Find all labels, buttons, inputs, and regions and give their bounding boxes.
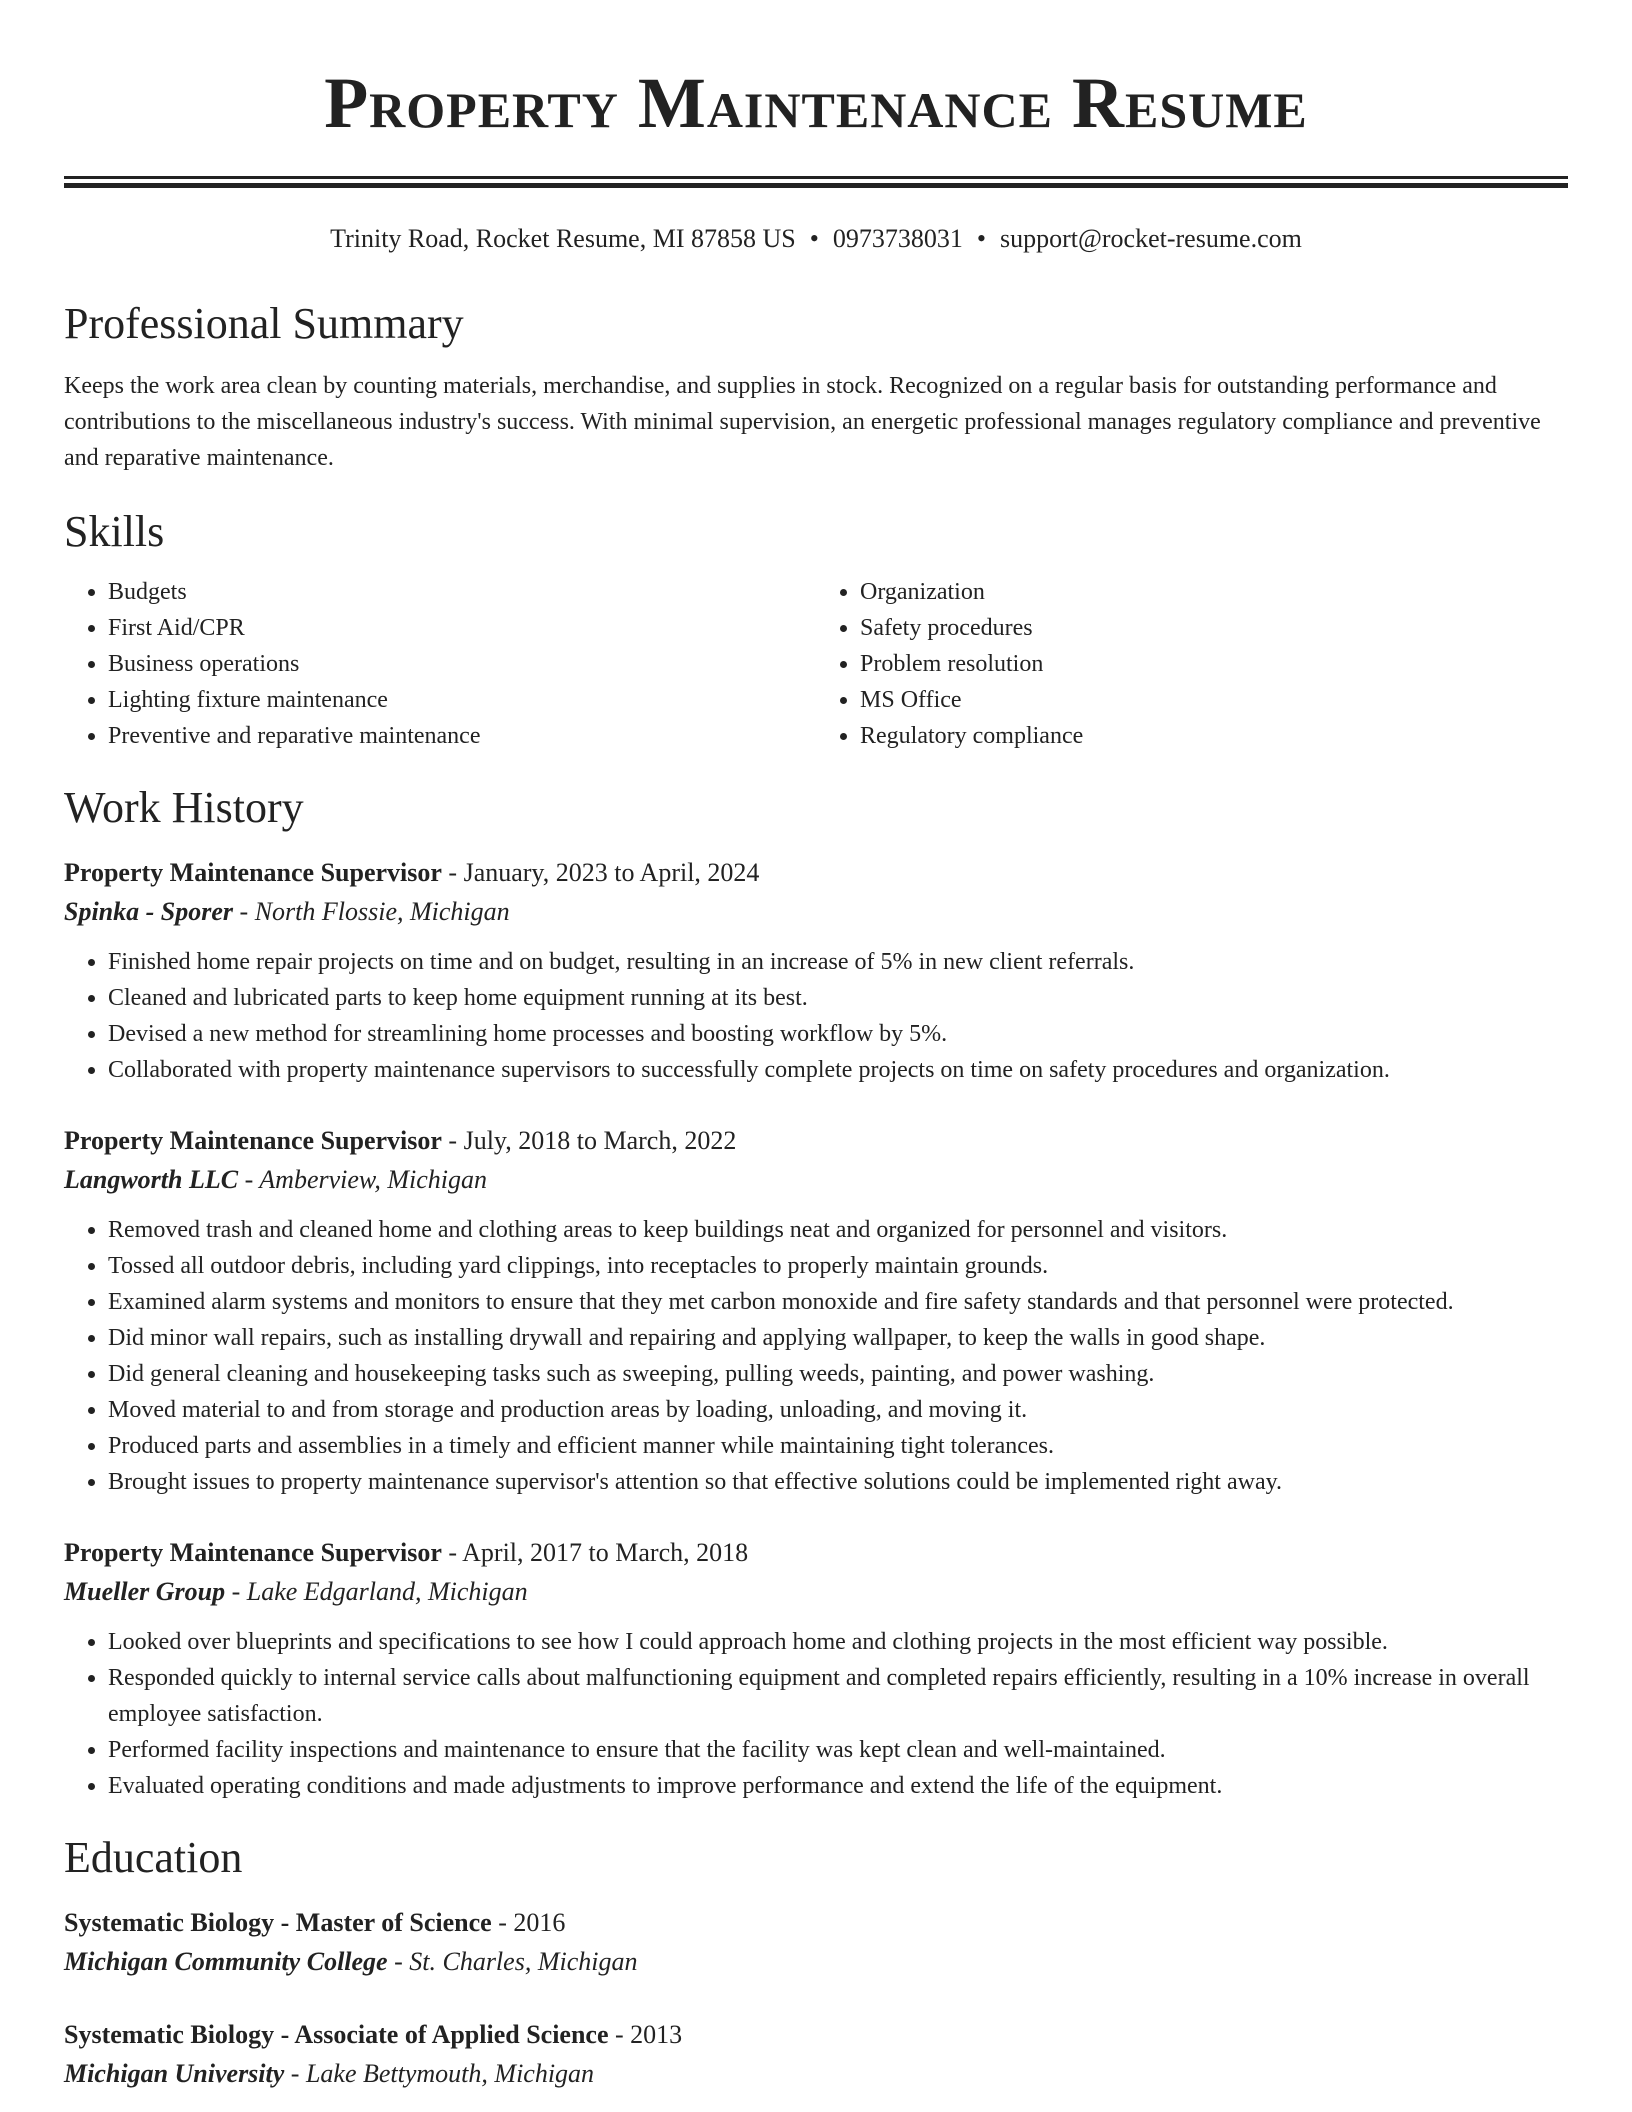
job-company: Langworth LLC	[64, 1165, 239, 1194]
education-degree-line	[64, 1904, 1568, 1942]
contact-address: Trinity Road, Rocket Resume, MI 87858 US	[330, 224, 796, 253]
job-bullet: • Brought issues to property maintenance supervisor's attention so that effective solutions could be implemented right away.	[108, 1464, 1568, 1500]
job-title: Property Maintenance Supervisor	[64, 1126, 442, 1155]
education-year: - 2013	[608, 2020, 683, 2049]
education-degree: Systematic Biology - Master of Science	[64, 1908, 492, 1937]
section-heading-education: Education	[64, 1833, 243, 1882]
skill-item: • Safety procedures	[860, 610, 1568, 646]
contact-line	[64, 222, 1568, 256]
education-location: - Lake Bettymouth, Michigan	[284, 2059, 595, 2088]
job-location: - Amberview, Michigan	[238, 1165, 487, 1194]
skill-item: • Lighting fixture maintenance	[108, 682, 816, 718]
education-degree-line	[64, 2016, 1568, 2054]
job-bullet: • Responded quickly to internal service calls about malfunctioning equipment and completed repairs efficiently, resulting in a 10% increase in overall employee satisfaction.	[108, 1660, 1568, 1732]
job-bullet: • Did minor wall repairs, such as installing drywall and repairing and applying wallpaper, to keep the walls in good shape.	[108, 1320, 1568, 1356]
contact-phone: 0973738031	[832, 224, 963, 253]
professional-summary-section	[64, 296, 1568, 476]
education-school: Michigan Community College	[64, 1947, 388, 1976]
job-title: Property Maintenance Supervisor	[64, 1538, 442, 1567]
job-company: Mueller Group	[64, 1577, 226, 1606]
job-bullets	[64, 944, 1568, 1088]
job-dates: - April, 2017 to March, 2018	[441, 1538, 749, 1567]
skill-item: • Organization	[860, 574, 1568, 610]
education-school-line	[64, 1942, 1568, 1982]
job-title-line	[64, 1122, 1568, 1160]
education-school-line	[64, 2054, 1568, 2094]
skill-item: • First Aid/CPR	[108, 610, 816, 646]
skill-item: • Budgets	[108, 574, 816, 610]
job-company-line	[64, 892, 1568, 932]
job-bullet: • Looked over blueprints and specifications to see how I could approach home and clothing projects in the most efficient way possible.	[108, 1624, 1568, 1660]
section-heading-skills: Skills	[64, 507, 165, 556]
job-entry	[64, 854, 1568, 1088]
title-divider	[64, 176, 1568, 188]
job-bullet: • Devised a new method for streamlining home processes and boosting workflow by 5%.	[108, 1016, 1568, 1052]
education-degree: Systematic Biology - Associate of Applied Science	[64, 2020, 609, 2049]
education-entry	[64, 2016, 1568, 2094]
skills-list-left	[64, 574, 816, 754]
education-location: - St. Charles, Michigan	[387, 1947, 638, 1976]
summary-text: Keeps the work area clean by counting materials, merchandise, and supplies in stock. Recognized on a regular basis for outstanding performance and contributions to the miscellaneous industry's success. With minimal supervision, an energetic professional manages regulatory compliance and preventive and reparative maintenance.	[64, 373, 1541, 471]
job-company: Spinka - Sporer	[64, 897, 234, 926]
job-location: - North Flossie, Michigan	[233, 897, 510, 926]
education-year: - 2016	[491, 1908, 566, 1937]
skills-section	[64, 504, 1568, 754]
job-bullets	[64, 1212, 1568, 1500]
job-title-line	[64, 854, 1568, 892]
section-heading-work-history: Work History	[64, 783, 304, 832]
job-location: - Lake Edgarland, Michigan	[225, 1577, 528, 1606]
contact-email: support@rocket-resume.com	[999, 224, 1302, 253]
job-bullet: • Tossed all outdoor debris, including yard clippings, into receptacles to properly maintain grounds.	[108, 1248, 1568, 1284]
job-bullet: • Removed trash and cleaned home and clothing areas to keep buildings neat and organized for personnel and visitors.	[108, 1212, 1568, 1248]
job-bullet: • Performed facility inspections and maintenance to ensure that the facility was kept clean and well-maintained.	[108, 1732, 1568, 1768]
job-bullet: • Examined alarm systems and monitors to ensure that they met carbon monoxide and fire safety standards and that personnel were protected.	[108, 1284, 1568, 1320]
section-heading-summary: Professional Summary	[64, 299, 464, 348]
skill-item: • Regulatory compliance	[860, 718, 1568, 754]
job-bullet: • Collaborated with property maintenance supervisors to successfully complete projects on time on safety procedures and organization.	[108, 1052, 1568, 1088]
skills-list-right	[816, 574, 1568, 754]
job-entry	[64, 1122, 1568, 1500]
job-company-line	[64, 1572, 1568, 1612]
contact-separator: •	[976, 224, 986, 253]
skill-item: • MS Office	[860, 682, 1568, 718]
education-school: Michigan University	[64, 2059, 285, 2088]
work-history-section	[64, 780, 1568, 1804]
job-bullet: • Finished home repair projects on time and on budget, resulting in an increase of 5% in new client referrals.	[108, 944, 1568, 980]
job-title: Property Maintenance Supervisor	[64, 858, 442, 887]
job-bullets	[64, 1624, 1568, 1804]
job-title-line	[64, 1534, 1568, 1572]
job-bullet: • Did general cleaning and housekeeping tasks such as sweeping, pulling weeds, painting, and power washing.	[108, 1356, 1568, 1392]
contact-separator: •	[809, 224, 819, 253]
education-section	[64, 1830, 1568, 2094]
education-entry	[64, 1904, 1568, 1982]
skill-item: • Problem resolution	[860, 646, 1568, 682]
skills-columns	[64, 574, 1568, 754]
job-bullet: • Moved material to and from storage and production areas by loading, unloading, and moving it.	[108, 1392, 1568, 1428]
job-entry	[64, 1534, 1568, 1804]
job-bullet: • Cleaned and lubricated parts to keep home equipment running at its best.	[108, 980, 1568, 1016]
skill-item: • Business operations	[108, 646, 816, 682]
skill-item: • Preventive and reparative maintenance	[108, 718, 816, 754]
job-dates: - July, 2018 to March, 2022	[441, 1126, 737, 1155]
job-dates: - January, 2023 to April, 2024	[441, 858, 760, 887]
job-bullet: • Produced parts and assemblies in a timely and efficient manner while maintaining tight tolerances.	[108, 1428, 1568, 1464]
job-company-line	[64, 1160, 1568, 1200]
resume-title: Property Maintenance Resume	[324, 63, 1308, 143]
job-bullet: • Evaluated operating conditions and made adjustments to improve performance and extend the life of the equipment.	[108, 1768, 1568, 1804]
